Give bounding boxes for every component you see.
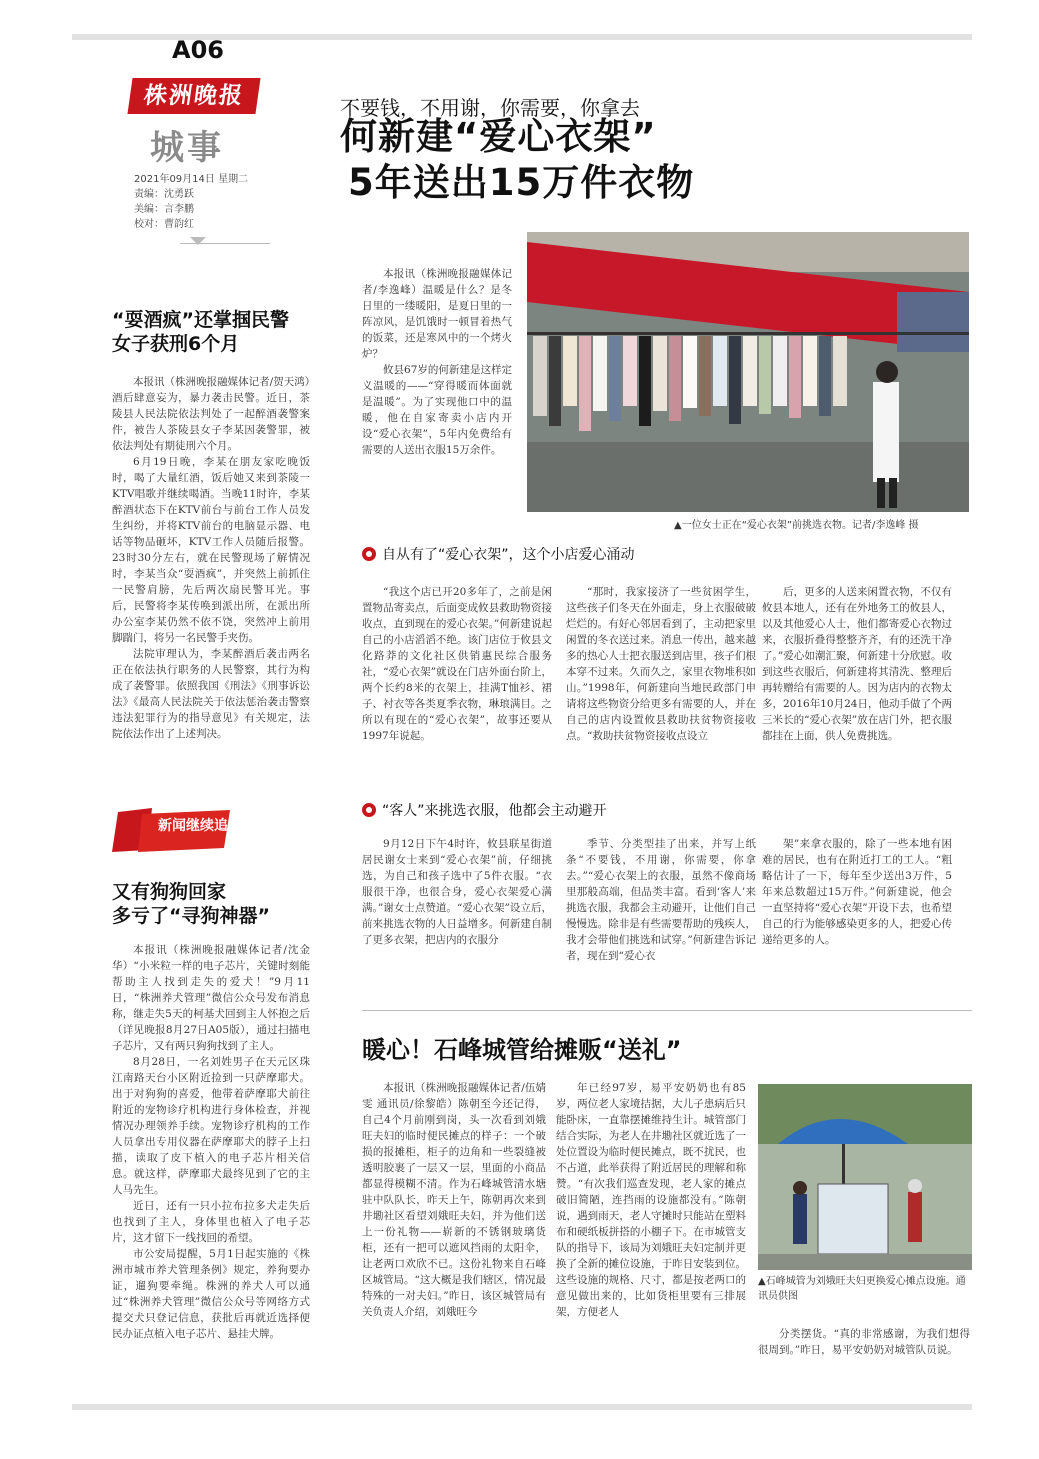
lead-intro-p1: 本报讯（株洲晚报融媒体记者/李逸峰）温暖是什么？是冬日里的一缕暖阳，是夏日里的一阵凉风，是饥饿时一顿冒着热气的饭菜，还是寒风中的一个烤火炉？ xyxy=(362,268,512,360)
news-badge-graphic xyxy=(112,806,232,854)
sub2-column-2: 季节、分类型挂了出来，并写上纸条“不要钱，不用谢，你需要，你拿去。”“爱心衣架上的衣服，虽然不像商场里那般高端，但品类丰富。看到‘客人’来挑选衣服，我都会主动避开，让他们自己慢慢选。除非是有些需要帮助的残疾人，我才会带他们挑选和试穿。”何新建告诉记者，现在到“爱心衣 xyxy=(566,838,756,962)
subhead-2 xyxy=(362,800,607,820)
left-article-1 xyxy=(112,308,310,742)
header-notch xyxy=(190,237,206,245)
lead-intro-p2: 攸县67岁的何新建是这样定义温暖的——“穿得暖而体面就是温暖”。为了实现他口中的温暖，他在自家寄卖小店内开设“爱心衣架”，5年内免费给有需要的人送出衣服15万余件。 xyxy=(362,364,512,456)
bullet-circle-icon xyxy=(362,547,376,561)
second-column-3: 分类摆货。“真的非常感谢，为我们想得很周到。”昨日，易平安奶奶对城管队员说。 xyxy=(758,1328,970,1356)
left1-p1: 本报讯（株洲晚报融媒体记者/贺天鸿）酒后肆意妄为，暴力袭击民警。近日，茶陵县人民法院依法判处了一起醉酒袭警案件，被告人茶陵县女子李某因袭警罪，被依法判处有期徒刑六个月。 xyxy=(112,376,310,452)
meta-date: 2021年09月14日 星期二 xyxy=(134,174,249,185)
meta-proofreader: 校对：曹韵红 xyxy=(134,219,194,230)
section-divider xyxy=(362,1010,972,1011)
left2-body xyxy=(112,942,310,1342)
left2-p2: 8月28日，一名刘姓男子在天元区珠江南路天台小区附近捡到一只萨摩耶犬。出于对狗狗的喜爱，他带着萨摩耶犬前往附近的宠物诊疗机构进行身体检查，并视情况办理领养手续。宠物诊疗机构的工作人员拿出专用仪器在萨摩耶犬的脖子上扫描，读取了皮下植入的电子芯片相关信息。就这样，萨摩耶犬最终见到了它的主人马先生。 xyxy=(112,1056,310,1196)
left2-p4: 市公安局提醒，5月1日起实施的《株洲市城市养犬管理条例》规定，养狗要办证，遛狗要牵绳。株洲的养犬人可以通过“株洲养犬管理”微信公众号等网络方式提交犬只登记信息，获批后再就近选择便民办证点植入电子芯片、悬挂犬牌。 xyxy=(112,1248,310,1340)
left2-p1: 本报讯（株洲晚报融媒体记者/沈金华）“小米粒一样的电子芯片，关键时刻能帮助主人找到走失的爱犬！”9月11日，“株洲养犬管理”微信公众号发布消息称，继走失5天的柯基犬回到主人怀抱之后（详见晚报8月27日A05版），通过扫描电子芯片，又有两只狗狗找到了主人。 xyxy=(112,944,310,1052)
section-title: 城事 xyxy=(150,128,224,168)
lead-headline-line1: 何新建“爱心衣架” xyxy=(340,115,657,158)
edition-meta xyxy=(134,172,284,232)
masthead-logo: 株洲晚报 xyxy=(127,78,260,114)
bullet-circle-icon xyxy=(362,803,376,817)
left1-p3: 法院审理认为，李某醉酒后袭击两名正在依法执行职务的人民警察，其行为构成了袭警罪。依照我国《刑法》《刑事诉讼法》《最高人民法院关于依法惩治袭击警察违法犯罪行为的指导意见》有关规定，法院依法作出了上述判决。 xyxy=(112,648,310,740)
photo-kiosk-umbrella xyxy=(758,1084,972,1270)
second-column-1: 本报讯（株洲晚报融媒体记者/伍婧雯 通讯员/徐黎皓）陈朝至今还记得，自己4个月前刚到岗，头一次看到刘娥旺夫妇的临时便民摊点的样子：一个破损的报摊柜，柜子的边角和一些裂缝被透明胶裹了一层又一层，里面的小商品都显得模糊不清。作为石峰城管清水塘驻中队队长，昨天上午，陈朝再次来到井墈社区看望刘娥旺夫妇，并为他们送上一份礼物——崭新的不锈钢玻璃货柜，还有一把可以遮风挡雨的太阳伞，让老两口欢欣不已。这份礼物来自石峰区城管局。“这大概是我们辖区，情况最特殊的一对夫妇。”昨日，该区城管局有关负责人介绍，刘娥旺今 xyxy=(362,1082,546,1318)
lead-kicker: 不要钱，不用谢，你需要，你拿去 xyxy=(340,96,640,120)
page-number: A06 xyxy=(172,36,224,64)
lead-intro xyxy=(362,266,512,458)
lead-headline xyxy=(340,114,960,206)
news-followup-badge xyxy=(112,806,232,854)
left1-p2: 6月19日晚，李某在朋友家吃晚饭时，喝了大量红酒，饭后她又来到茶陵一KTV唱歌并继续喝酒。当晚11时许，李某醉酒状态下在KTV前台与前台工作人员发生纠纷，并将KTV前台的电脑显示器、电话等物品砸坏，KTV工作人员随后报警。23时30分左右，就在民警现场了解情况时，李某当众“耍酒疯”，并突然上前抓住一民警肩膀，先后两次扇民警耳光。事后，民警将李某传唤到派出所，在派出所办公室李某仍然不依不饶，突然冲上前用脚踹门，将另一名民警手夹伤。 xyxy=(112,456,310,644)
left1-headline-line2: 女子获刑6个月 xyxy=(112,333,240,355)
meta-designer: 美编：言李鹏 xyxy=(134,204,194,215)
second-column-2: 年已经97岁，易平安奶奶也有85岁，两位老人家境拮据，大儿子患病后只能卧床，一直靠摆摊维持生计。城管部门结合实际，为老人在井墈社区就近选了一处位置设为临时便民摊点，既不扰民，也不占道，此举获得了附近居民的理解和称赞。“有次我们巡查发现，老人家的摊点破旧简陋，连挡雨的设施都没有。”陈朝说，遇到雨天，老人守摊时只能站在塑料布和硬纸板拼搭的小棚子下。在市城管支队的指导下，该局为刘娥旺夫妇定制并更换了全新的摊位设施，于昨日安装到位。这些设施的规格、尺寸，都是按老两口的意见做出来的，比如货柜里要有三排展架，方便老人 xyxy=(556,1082,746,1318)
lead-headline-line2: 5年送出15万件衣物 xyxy=(348,161,695,204)
left-article-2 xyxy=(112,880,310,1342)
photo-illustration xyxy=(527,232,969,512)
sub2-column-1: 9月12日下午4时许，攸县联星街道居民谢女士来到“爱心衣架”前，仔细挑选，为自己和孩子选中了5件衣服。“衣服很干净，也很合身，爱心衣架爱心满满。”谢女士点赞道。“爱心衣架”设立后，前来挑选衣物的人日益增多。何新建自制了更多衣架，把店内的衣服分 xyxy=(362,838,552,946)
left2-headline-line2: 多亏了“寻狗神器” xyxy=(112,905,270,927)
sub2-column-3: 架”来拿衣服的，除了一些本地有困难的居民，也有在附近打工的工人。“粗略估计了一下，每年至少送出3万件，5年来总数超过15万件。”何新建说，他会一直坚持将“爱心衣架”开设下去，也希望自己的行为能够感染更多的人，把爱心传递给更多的人。 xyxy=(762,838,952,946)
meta-editor: 责编：沈勇跃 xyxy=(134,189,194,200)
photo-caption-main: ▲一位女士正在“爱心衣架”前挑选衣物。记者/李逸峰 摄 xyxy=(674,520,919,531)
left2-p3: 近日，还有一只小拉布拉多犬走失后也找到了主人，身体里也植入了电子芯片，这才留下一线找回的希望。 xyxy=(112,1200,310,1244)
second-headline: 暖心！石峰城管给摊贩“送礼” xyxy=(362,1036,682,1064)
photo-love-clothes-rack xyxy=(527,232,969,512)
badge-text: 新闻继续追 xyxy=(158,818,228,834)
sub1-column-3: 后，更多的人送来闲置衣物，不仅有攸县本地人，还有在外地务工的攸县人，以及其他爱心人士，他们都寄爱心衣物过来，衣服折叠得整整齐齐，有的还洗干净了。”爱心如潮汇聚，何新建十分欣慰。收到这些衣服后，何新建将其清洗、整理后再转赠给有需要的人。因为店内的衣物太多，2016年10月24日，他动手做了个两三米长的“爱心衣架”放在店门外，把衣服都挂在上面，供人免费挑选。 xyxy=(762,586,952,742)
left1-headline-line1: “耍酒疯”还掌掴民警 xyxy=(112,309,289,331)
left2-headline-line1: 又有狗狗回家 xyxy=(112,881,227,903)
subhead-2-text: “客人”来挑选衣服，他都会主动避开 xyxy=(382,803,607,819)
subhead-1 xyxy=(362,544,635,564)
sub1-column-2: “那时，我家接济了一些贫困学生，这些孩子们冬天在外面走，身上衣服破破烂烂的。有好心邻居看到了，主动把家里闲置的冬衣送过来。消息一传出，越来越多的热心人士把衣服送到店里，孩子们根本穿不过来。久而久之，家里衣物堆积如山。”1998年，何新建向当地民政部门申请将这些物资分给更多有需要的人，并在自己的店内设置攸县救助扶贫物资接收点。“救助扶贫物资接收点设立 xyxy=(566,586,756,742)
bottom-rule xyxy=(72,1404,972,1410)
sub1-column-1: “我这个店已开20多年了，之前是闲置物品寄卖点，后面变成攸县救助物资接收点，直到现在的爱心衣架。”何新建说起自己的小店滔滔不绝。该门店位于攸县文化路莽的文化社区供销惠民综合服务社，“爱心衣架”就设在门店外面台阶上，两个长约8米的衣架上，挂满T恤衫、裙子、衬衣等各类夏季衣物，琳琅满目。之所以有现在的“爱心衣架”，故事还要从1997年说起。 xyxy=(362,586,552,742)
subhead-1-text: 自从有了“爱心衣架”，这个小店爱心涌动 xyxy=(382,547,635,563)
photo2-illustration xyxy=(758,1084,972,1270)
left1-body xyxy=(112,374,310,742)
photo2-caption: ▲石峰城管为刘娥旺夫妇更换爱心摊点设施。通讯员供图 xyxy=(758,1276,966,1302)
